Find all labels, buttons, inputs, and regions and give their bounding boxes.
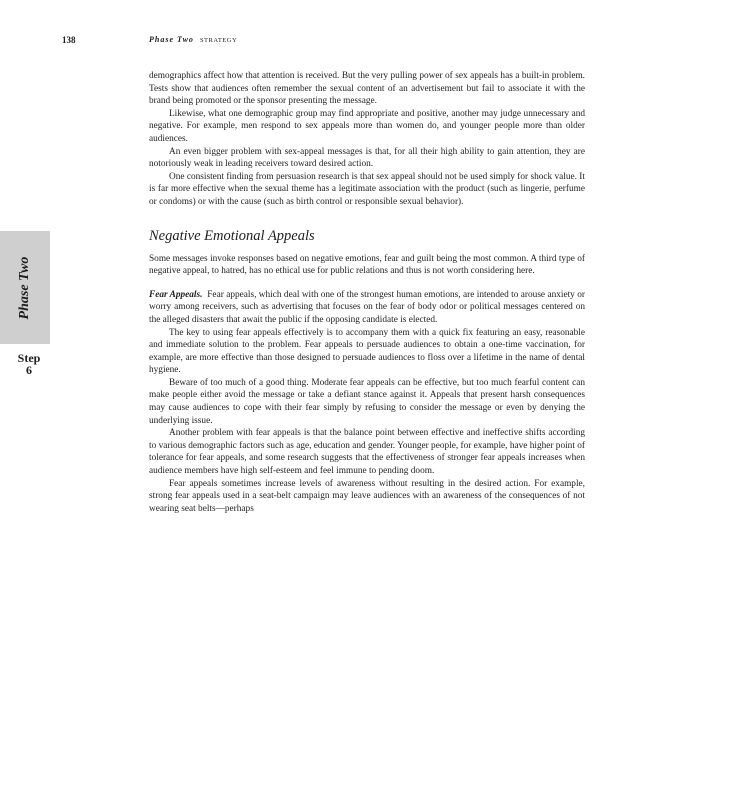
paragraph: An even bigger problem with sex-appeal messages is that, for all their high ability to gain attention, they are notoriously weak in leading receivers toward desired action. [149, 146, 585, 170]
paragraph: demographics affect how that attention is received. But the very pulling power of sex appeals has a built-in problem. Tests show that audiences often remember the sexual content of an advertisement but fail to associate it with the brand being promoted or the sponsor presenting the message. [149, 71, 585, 107]
paragraph: Likewise, what one demographic group may find appropriate and positive, another may judge unnecessary and negative. For example, men respond to sex appeals more than women do, and younger people more than older audiences. [149, 108, 585, 144]
phase-tab [0, 231, 50, 344]
page-number: 138 [62, 35, 76, 45]
run-in-heading: Fear Appeals. [149, 289, 203, 300]
section-heading: Negative Emotional Appeals [149, 227, 315, 244]
step-label: Step [17, 351, 41, 365]
running-section: STRATEGY [199, 37, 238, 44]
paragraph-text: Fear appeals, which deal with one of the strongest human emotions, are intended to arouse anxiety or worry among receivers, such as advertising that focuses on the fear of body odor or political messages centered on the alleged disasters that await the public if the opposing candidate is elected. [149, 289, 585, 325]
paragraph [149, 289, 585, 327]
body-text [149, 70, 585, 515]
running-title: Phase Two [149, 35, 194, 44]
paragraph: Some messages invoke responses based on negative emotions, fear and guilt being the most common. A third type of negative appeal, to hatred, has no ethical use for public relations and thus is not worth considering here. [149, 253, 585, 277]
running-head [149, 35, 237, 44]
paragraph: One consistent finding from persuasion research is that sex appeal should not be used simply for shock value. It is far more effective when the sexual theme has a legitimate association with the product (such as lingerie, perfume or condoms) or with the cause (such as birth control or responsible sexual behavior). [149, 171, 585, 207]
paragraph: Another problem with fear appeals is that the balance point between effective and ineffective shifts according to various demographic factors such as age, education and gender. Younger people, for example, have higher point of tolerance for fear appeals, and some research suggests that the effectiveness of stronger fear appeals increases when audience members have high self-esteem and feel immune to pending doom. [149, 428, 585, 477]
step-marker [12, 352, 46, 376]
paragraph: Fear appeals sometimes increase levels of awareness without resulting in the desired action. For example, strong fear appeals used in a seat-belt campaign may leave audiences with an awareness of the consequences of not wearing seat belts—perhaps [149, 478, 585, 514]
phase-tab-label: Phase Two [17, 256, 32, 320]
paragraph: The key to using fear appeals effectively is to accompany them with a quick fix featuring an easy, reasonable and immediate solution to the problem. Fear appeals to persuade audiences to obtain a one-time vaccination, for example, are more effective than those designed to persuade audiences to floss over a lifetime in the name of dental hygiene. [149, 327, 585, 376]
step-number: 6 [26, 363, 32, 377]
paragraph: Beware of too much of a good thing. Moderate fear appeals can be effective, but too much fearful content can make people either avoid the message or take a defiant stance against it. Appeals that present harsh consequences may cause audiences to cope with their fear simply by refusing to consider the message or even by denying the underlying issue. [149, 377, 585, 426]
